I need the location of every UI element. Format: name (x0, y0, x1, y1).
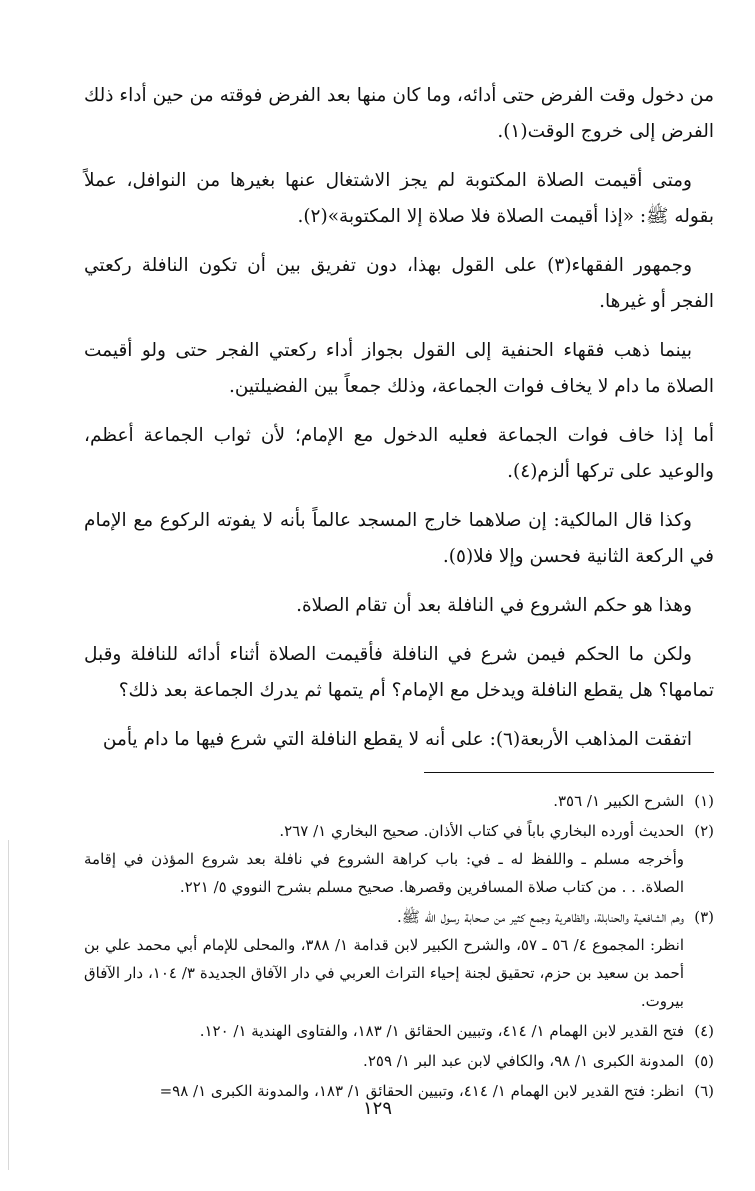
main-text (84, 78, 714, 758)
footnote-text (84, 1047, 684, 1075)
footnote-number: (٣) (694, 908, 714, 926)
footnote-line: فتح القدير لابن الهمام ١/ ٤١٤، وتبيين الحقائق ١/ ١٨٣، والفتاوى الهندية ١/ ١٢٠. (199, 1022, 684, 1040)
footnote-number: (٤) (694, 1022, 714, 1040)
paragraph: وكذا قال المالكية: إن صلاهما خارج المسجد عالماً بأنه لا يفوته الركوع مع الإمام في الركعة الثانية فحسن وإلا فلا(٥). (84, 510, 714, 567)
footnote-item (84, 1047, 714, 1075)
footnote-text (84, 817, 684, 901)
paragraph: ولكن ما الحكم فيمن شرع في النافلة فأقيمت الصلاة أثناء أدائه للنافلة وقبل تمامها؟ هل يقطع النافلة ويدخل مع الإمام؟ أم يتمها ثم يدرك الجماعة بعد ذلك؟ (84, 644, 714, 701)
footnote-line: الحديث أورده البخاري باباً في كتاب الأذان. صحيح البخاري ١/ ٢٦٧. (279, 822, 684, 840)
footnotes (84, 787, 714, 1105)
footnote-line: وهم الشافعية والحنابلة، والظاهرية وجمع كثير من صحابة رسول الله ﷺ. (396, 908, 684, 926)
paragraph: اتفقت المذاهب الأربعة(٦): على أنه لا يقطع النافلة التي شرع فيها ما دام يأمن (102, 729, 692, 750)
paragraph: وجمهور الفقهاء(٣) على القول بهذا، دون تفريق بين أن تكون النافلة ركعتي الفجر أو غيرها. (84, 255, 714, 312)
footnote-number: (٥) (694, 1052, 714, 1070)
footnote-number: (٢) (694, 822, 714, 840)
footnote-text (84, 787, 684, 815)
paragraph: وهذا هو حكم الشروع في النافلة بعد أن تقام الصلاة. (296, 595, 692, 616)
footnote-divider (424, 772, 714, 773)
footnote-item (84, 903, 714, 1015)
book-page (84, 78, 714, 1107)
paragraph: بينما ذهب فقهاء الحنفية إلى القول بجواز أداء ركعتي الفجر حتى ولو أقيمت الصلاة ما دام لا يخاف فوات الجماعة، وذلك جمعاً بين الفضيلتين. (84, 340, 714, 397)
paragraph: من دخول وقت الفرض حتى أدائه، وما كان منها بعد الفرض فوقته من حين أداء ذلك الفرض إلى خروج الوقت(١). (84, 85, 714, 142)
footnote-text (84, 903, 684, 1015)
footnote-line: وأخرجه مسلم ـ واللفظ له ـ في: باب كراهة الشروع في نافلة بعد شروع المؤذن في إقامة الصلاة. . . من كتاب صلاة المسافرين وقصرها. صحيح مسلم بشرح النووي ٥/ ٢٢١. (84, 850, 684, 896)
footnote-line: المدونة الكبرى ١/ ٩٨، والكافي لابن عبد البر ١/ ٢٥٩. (363, 1052, 684, 1070)
paragraph: ومتى أقيمت الصلاة المكتوبة لم يجز الاشتغال عنها بغيرها من النوافل، عملاً بقوله ﷺ: «إذا أقيمت الصلاة فلا صلاة إلا المكتوبة»(٢). (84, 170, 714, 227)
footnote-line: الشرح الكبير ١/ ٣٥٦. (553, 792, 684, 810)
scan-edge-line (8, 840, 9, 1170)
footnote-line: انظر: المجموع ٤/ ٥٦ ـ ٥٧، والشرح الكبير لابن قدامة ١/ ٣٨٨، والمحلى للإمام أبي محمد علي بن أحمد بن سعيد بن حزم، تحقيق لجنة إحياء التراث العربي في دار الآفاق الجديدة ٣/ ١٠٤، دار الآفاق بيروت. (84, 936, 684, 1010)
footnote-item (84, 1017, 714, 1045)
footnote-number: (٦) (694, 1082, 714, 1100)
footnote-text (84, 1017, 684, 1045)
footnote-number: (١) (694, 792, 714, 810)
footnote-item (84, 817, 714, 901)
footnote-item (84, 787, 714, 815)
paragraph: أما إذا خاف فوات الجماعة فعليه الدخول مع الإمام؛ لأن ثواب الجماعة أعظم، والوعيد على تركها ألزم(٤). (84, 425, 714, 482)
page-number: ١٢٩ (362, 1098, 392, 1119)
footnote-line: انظر: فتح القدير لابن الهمام ١/ ٤١٤، وتبيين الحقائق ١/ ١٨٣، والمدونة الكبرى ١/ ٩٨= (159, 1082, 684, 1100)
